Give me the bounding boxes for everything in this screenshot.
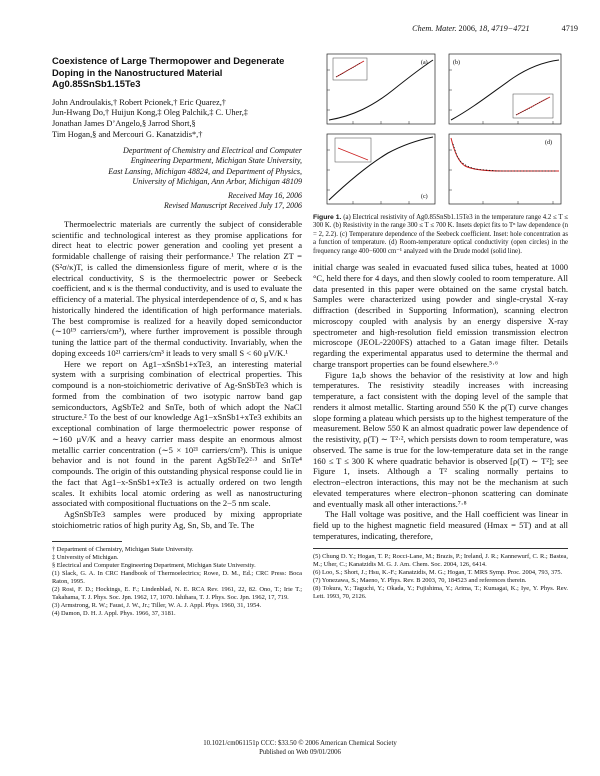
figure-caption-label: Figure 1. [313,214,342,221]
author-line: Jonathan James D’Angelo,§ Jarrod Short,§ [52,118,196,128]
author-line: John Androulakis,† Robert Pcionek,† Eric Quarez,† [52,97,226,107]
paragraph: AgSnSbTe3 samples were produced by mixing appropriate stoichiometric ratios of high purity Ag, Sn, Sb, and Te. The [52,509,302,530]
figure-1-graphic [313,50,568,210]
footnote: (7) Yonezawa, S.; Maeno, Y. Phys. Rev. B 2003, 70, 184523 and references therein. [313,576,527,584]
footnote: (8) Tokura, Y.; Taguchi, Y.; Okada, Y.; Fujishima, Y.; Arima, T.; Kumagai, K.; Iye, Y. Phys. Rev. Lett. 1993, 70, 2126. [313,584,568,600]
paragraph: Thermoelectric materials are currently the subject of considerable scientific and technological interest as they promise applications for direct heat to electric power generation and cooling yet present a formidable challenge of raising their performance.¹ The relation ZT = (S²σ/κ)T, is called the dimensionless figure of merit, where σ is the electrical conductivity, S is the thermoelectric power or Seebeck coefficient, and κ is the thermal conductivity, and is used to evaluate the efficiency of a material. The physical interdependence of σ, S, and κ has historically hindered the identification of high performance materials. The best compromise is realized for a heavily doped semiconductor (∼10¹⁹ carriers/cm³), where further improvement is possible through tuning the lattice part of the thermal conductivity. Invariably, when the doping exceeds 10²¹ carriers/cm³ it leads to very small S < 60 μV/K.¹ [52,218,302,358]
footnote: (4) Damon, D. H. J. Appl. Phys. 1966, 37, 3181. [52,609,176,617]
panel-label: (c) [421,194,428,200]
affiliation-line: University of Michigan, Ann Arbor, Michigan 48109 [132,176,302,186]
footnote: (2) Rosi, F. D.; Hockings, E. F.; Lindenblad, N. E. RCA Rev. 1961, 22, 82. Ono, T.; Irie T.; Takahama, T. J. Phys. Soc. Jpn. 1962, 17, 1070. Ishihara, T. J. Phys. Soc. Jpn. 1962, 17, 719. [52,585,302,601]
left-column [52,50,302,618]
panel-label: (a) [421,60,428,66]
footnote: † Department of Chemistry, Michigan State University. [52,545,194,553]
affiliation-line: East Lansing, Michigan 48824, and Department of Physics, [108,166,302,176]
author-line: Jun-Hwang Do,† Huijun Kong,‡ Oleg Palchik,‡ C. Uher,‡ [52,108,248,118]
article-title [52,55,302,90]
paragraph: initial charge was sealed in evacuated fused silica tubes, heated at 1000 °C, held there for 4 days, and then slowly cooled to room temperature. All data presented in this paper were obtained on the same crystal batch. Samples were characterized using powder and single-crystal X-ray diffraction (described in Supporting Information), scanning electron microscopy coupled with analysis by an energy dispersive X-ray spectrometer and high-resolution field emission transmission electron microscope (JEOL-2200FS) attached to a Gatan image filter. Details regarding the experimental apparatus used to determine the thermal and charge transport properties can be found elsewhere.⁵·⁶ [313,262,568,369]
right-column [313,50,568,601]
footnote-divider [52,541,122,542]
figure-caption [313,214,568,256]
panel-label: (b) [453,60,460,66]
title-line: Doping in the Nanostructured Material [52,66,223,78]
figure-1 [313,50,568,210]
journal-name: Chem. Mater. [412,24,457,33]
footnote: ‡ University of Michigan. [52,553,119,561]
right-body-text [313,262,568,542]
left-footnotes [52,546,302,618]
paragraph: Here we report on Ag1−xSnSb1+xTe3, an interesting material system with a surprising combination of electrical properties. This compound is a non-stoichiometric derivative of Ag-SnSbTe3 which is formed from the combination of two isotypic narrow band gap semiconductors, AgSbTe2 and SnTe, both of which adopt the NaCl structure.² To the best of our knowledge Ag1−xSnSb1+xTe3 exhibits an exceptional combination of large thermoelectric power response of ∼160 μV/K and a heavy carrier mass despite an enormous almost metallic carrier concentration (∼5 × 10²¹ carriers/cm³). This is unique behavior and is not found in the parent AgSbTe2²·³ and SnTe⁴ compounds. The origin of this outstanding physical response could lie in the fact that Ag1−x-SnSb1+xTe3 is actually ordered on two length scales. It exhibits local atomic ordering as well as nanostructuring associated with compositional fluctuations on the 2−5 nm scale. [52,358,302,509]
doi-line: 10.1021/cm061151p CCC: $33.50 © 2006 American Chemical Society [203,740,397,747]
panel-label: (d) [545,140,552,146]
footnote: (1) Slack, G. A. In CRC Handbook of Thermoelectrics; Rowe, D. M., Ed.; CRC Press: Boca Raton, 1995. [52,569,302,585]
footnote: (6) Loo, S.; Short, J.; Hsu, K.-F.; Kanatzidis, M. G.; Hogan, T. MRS Symp. Proc. 2004, 793, 375. [313,568,563,576]
title-line: Coexistence of Large Thermopower and Degenerate [52,55,285,66]
publication-footer [0,740,600,757]
author-list [52,98,302,140]
author-line: Tim Hogan,§ and Mercouri G. Kanatzidis*,† [52,129,203,139]
title-line: Ag0.85SnSb1.15Te3 [52,78,141,90]
running-header [412,24,578,33]
left-body-text [52,219,302,531]
journal-year: 2006, [458,24,477,33]
received-dates [52,191,302,211]
revised-date: Revised Manuscript Received July 17, 2006 [163,200,302,210]
footnote: (3) Armstrong, R. W.; Faust, J. W., Jr.; Tiller, W. A. J. Appl. Phys. 1960, 31, 1954. [52,601,262,609]
panel-a-plot [327,54,435,124]
affiliation-line: Department of Chemistry and Electrical and Computer [123,146,302,156]
right-footnotes [313,548,568,601]
footnote: (5) Chung D. Y.; Hogan, T. P.; Rocci-Lane, M.; Brazis, P.; Ireland, J. R.; Kannewurf, C. R.; Bastea, M.; Uher, C.; Kanatzidis M. G. J. Am. Chem. Soc. 2004, 126, 6414. [313,552,568,568]
affiliation [52,146,302,187]
page-number: 4719 [561,24,578,33]
paragraph: The Hall voltage was positive, and the Hall coefficient was linear in field up to the highest magnetic field measured (Hmax = 5T) and at all temperatures, indicating, therefore, [313,509,568,541]
footnote: § Electrical and Computer Engineering Department, Michigan State University. [52,561,256,569]
panel-c-plot [327,134,435,204]
affiliation-line: Engineering Department, Michigan State University, [130,156,302,166]
figure-caption-text: (a) Electrical resistivity of Ag0.85SnSb1.15Te3 in the temperature range 4.2 ≤ T ≤ 300 K. (b) Resistivity in the range 300 ≤ T ≤ 700 K. Insets depict fits to Tⁿ law dependence (n = 2, 2.2). (c) Temperature dependence of the Seebeck coefficient. Inset: hole concentration as a function of temperature. (d) Room-temperature optical conductivity (open circles) in the frequency range 400−6000 cm⁻¹ analyzed with the Drude model (solid line). [313,214,568,255]
paragraph: Figure 1a,b shows the behavior of the resistivity at low and high temperatures. The resistivity steadily increases with increasing temperature, a fact consistent with the doping level of the sample that renders it almost metallic. Starting around 550 K the ρ(T) curve changes slope forming a plateau which persists up to the highest temperature of the measurement. Below 550 K an almost quadratic power law dependence of the resistivity, ρ(T) ∼ T²·², which persists down to room temperature, was observed. The same is true for the low-temperature data set in the range 160 ≤ T ≤ 300 K where quadratic behavior is observed [ρ(T) ∼ T²]; see Figure 1, insets. Although a T² scaling normally pertains to electron−electron interactions, this may not be the mechanism at such elevated temperatures where electron−phonon scattering can dominate and eventually mask all other interactions.⁷·⁸ [313,369,568,509]
received-date: Received May 16, 2006 [227,190,302,200]
volume-pages: 18, 4719−4721 [479,24,530,33]
panel-b-plot [449,54,561,124]
published-line: Published on Web 09/01/2006 [259,748,341,756]
